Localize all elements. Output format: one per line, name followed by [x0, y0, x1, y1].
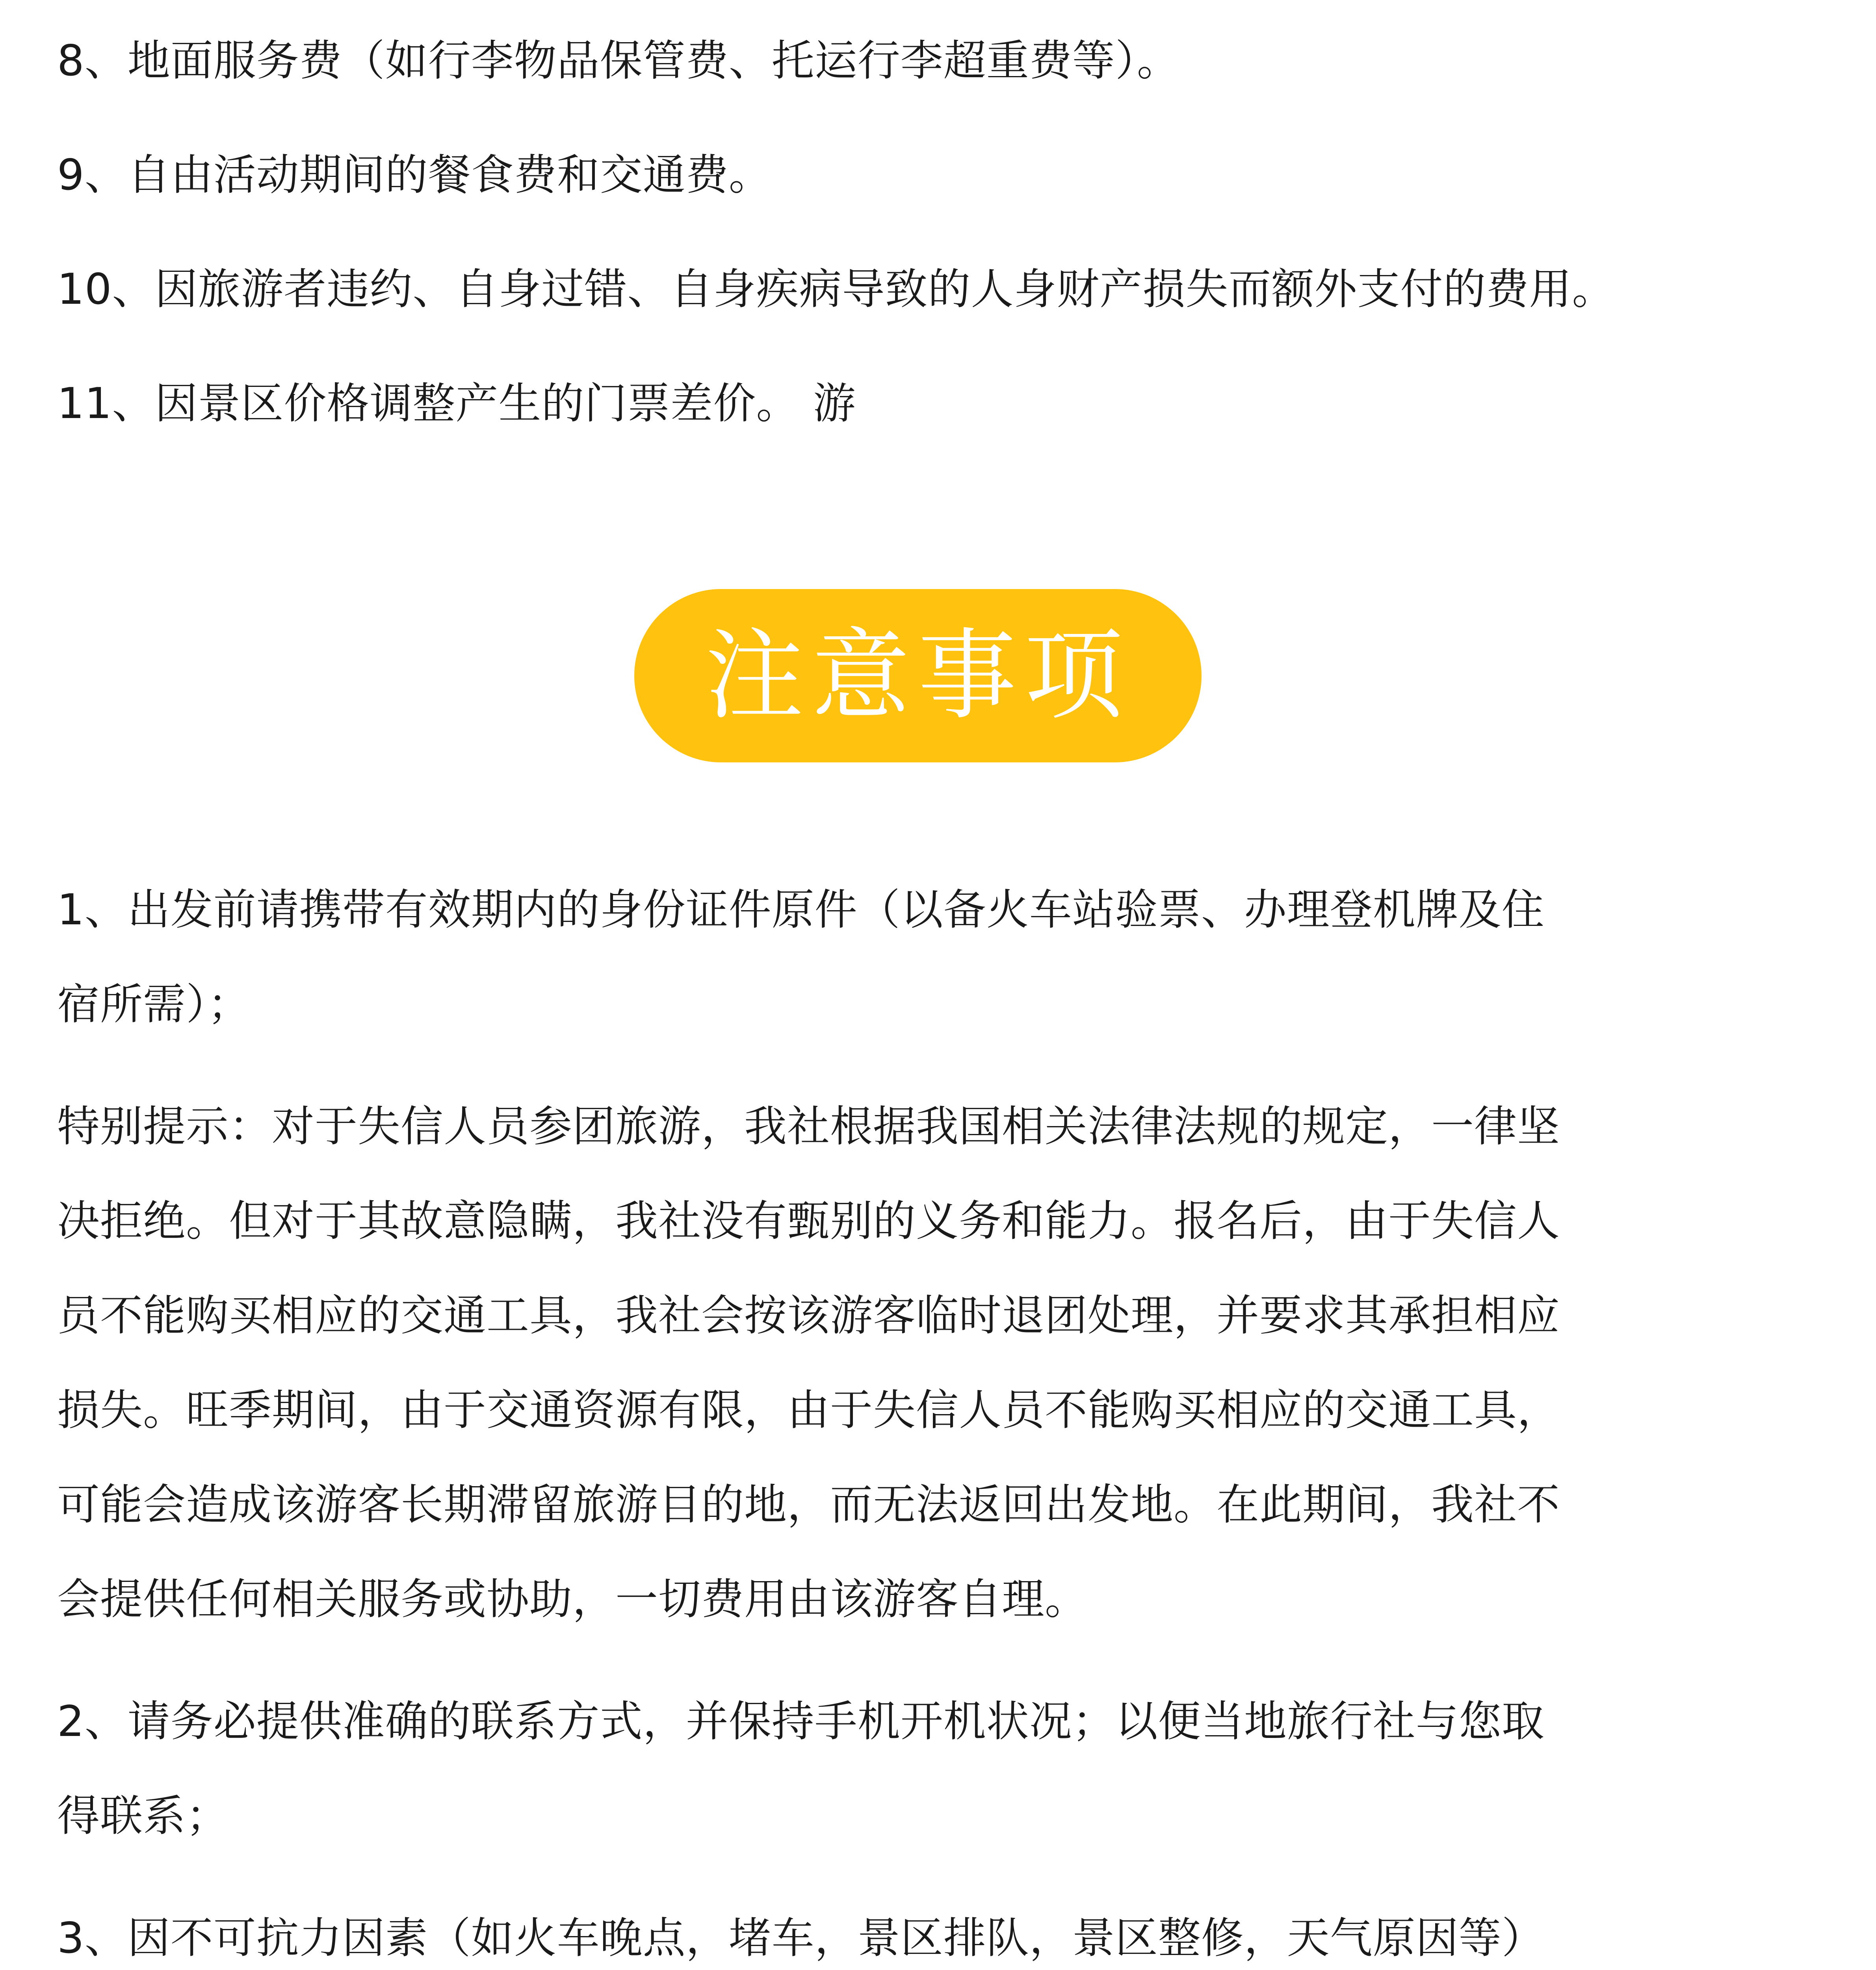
- fee-item-9: 9、自由活动期间的餐食费和交通费。: [57, 151, 772, 200]
- notes-heading: 注意事项: [705, 618, 1131, 733]
- special-notice-line-1: 特别提示：对于失信人员参团旅游，我社根据我国相关法律法规的规定，一律坚: [57, 1102, 1560, 1151]
- special-notice-line-4: 损失。旺季期间，由于交通资源有限，由于失信人员不能购买相应的交通工具，: [57, 1386, 1560, 1435]
- note-1-line-1: 1、出发前请携带有效期内的身份证件原件（以备火车站验票、办理登机牌及住: [57, 885, 1545, 935]
- special-notice-line-2: 决拒绝。但对于其故意隐瞒，我社没有甄别的义务和能力。报名后，由于失信人: [57, 1197, 1560, 1246]
- fee-item-10: 10、因旅游者违约、自身过错、自身疾病导致的人身财产损失而额外支付的费用。: [57, 265, 1615, 314]
- notes-heading-badge: [634, 589, 1202, 762]
- note-2-line-2: 得联系；: [57, 1792, 229, 1841]
- special-notice-line-5: 可能会造成该游客长期滞留旅游目的地，而无法返回出发地。在此期间，我社不: [57, 1480, 1560, 1530]
- note-3-line-1: 3、因不可抗力因素（如火车晚点，堵车，景区排队，景区整修，天气原因等）: [57, 1914, 1545, 1963]
- note-2-line-1: 2、请务必提供准确的联系方式，并保持手机开机状况；以便当地旅行社与您取: [57, 1697, 1545, 1746]
- note-1-line-2: 宿所需）；: [57, 980, 251, 1029]
- fee-item-11: 11、因景区价格调整产生的门票差价。 游: [57, 379, 856, 428]
- fee-item-8: 8、地面服务费（如行李物品保管费、托运行李超重费等）。: [57, 36, 1180, 85]
- special-notice-line-6: 会提供任何相关服务或协助，一切费用由该游客自理。: [57, 1575, 1088, 1624]
- special-notice-line-3: 员不能购买相应的交通工具，我社会按该游客临时退团处理，并要求其承担相应: [57, 1291, 1560, 1340]
